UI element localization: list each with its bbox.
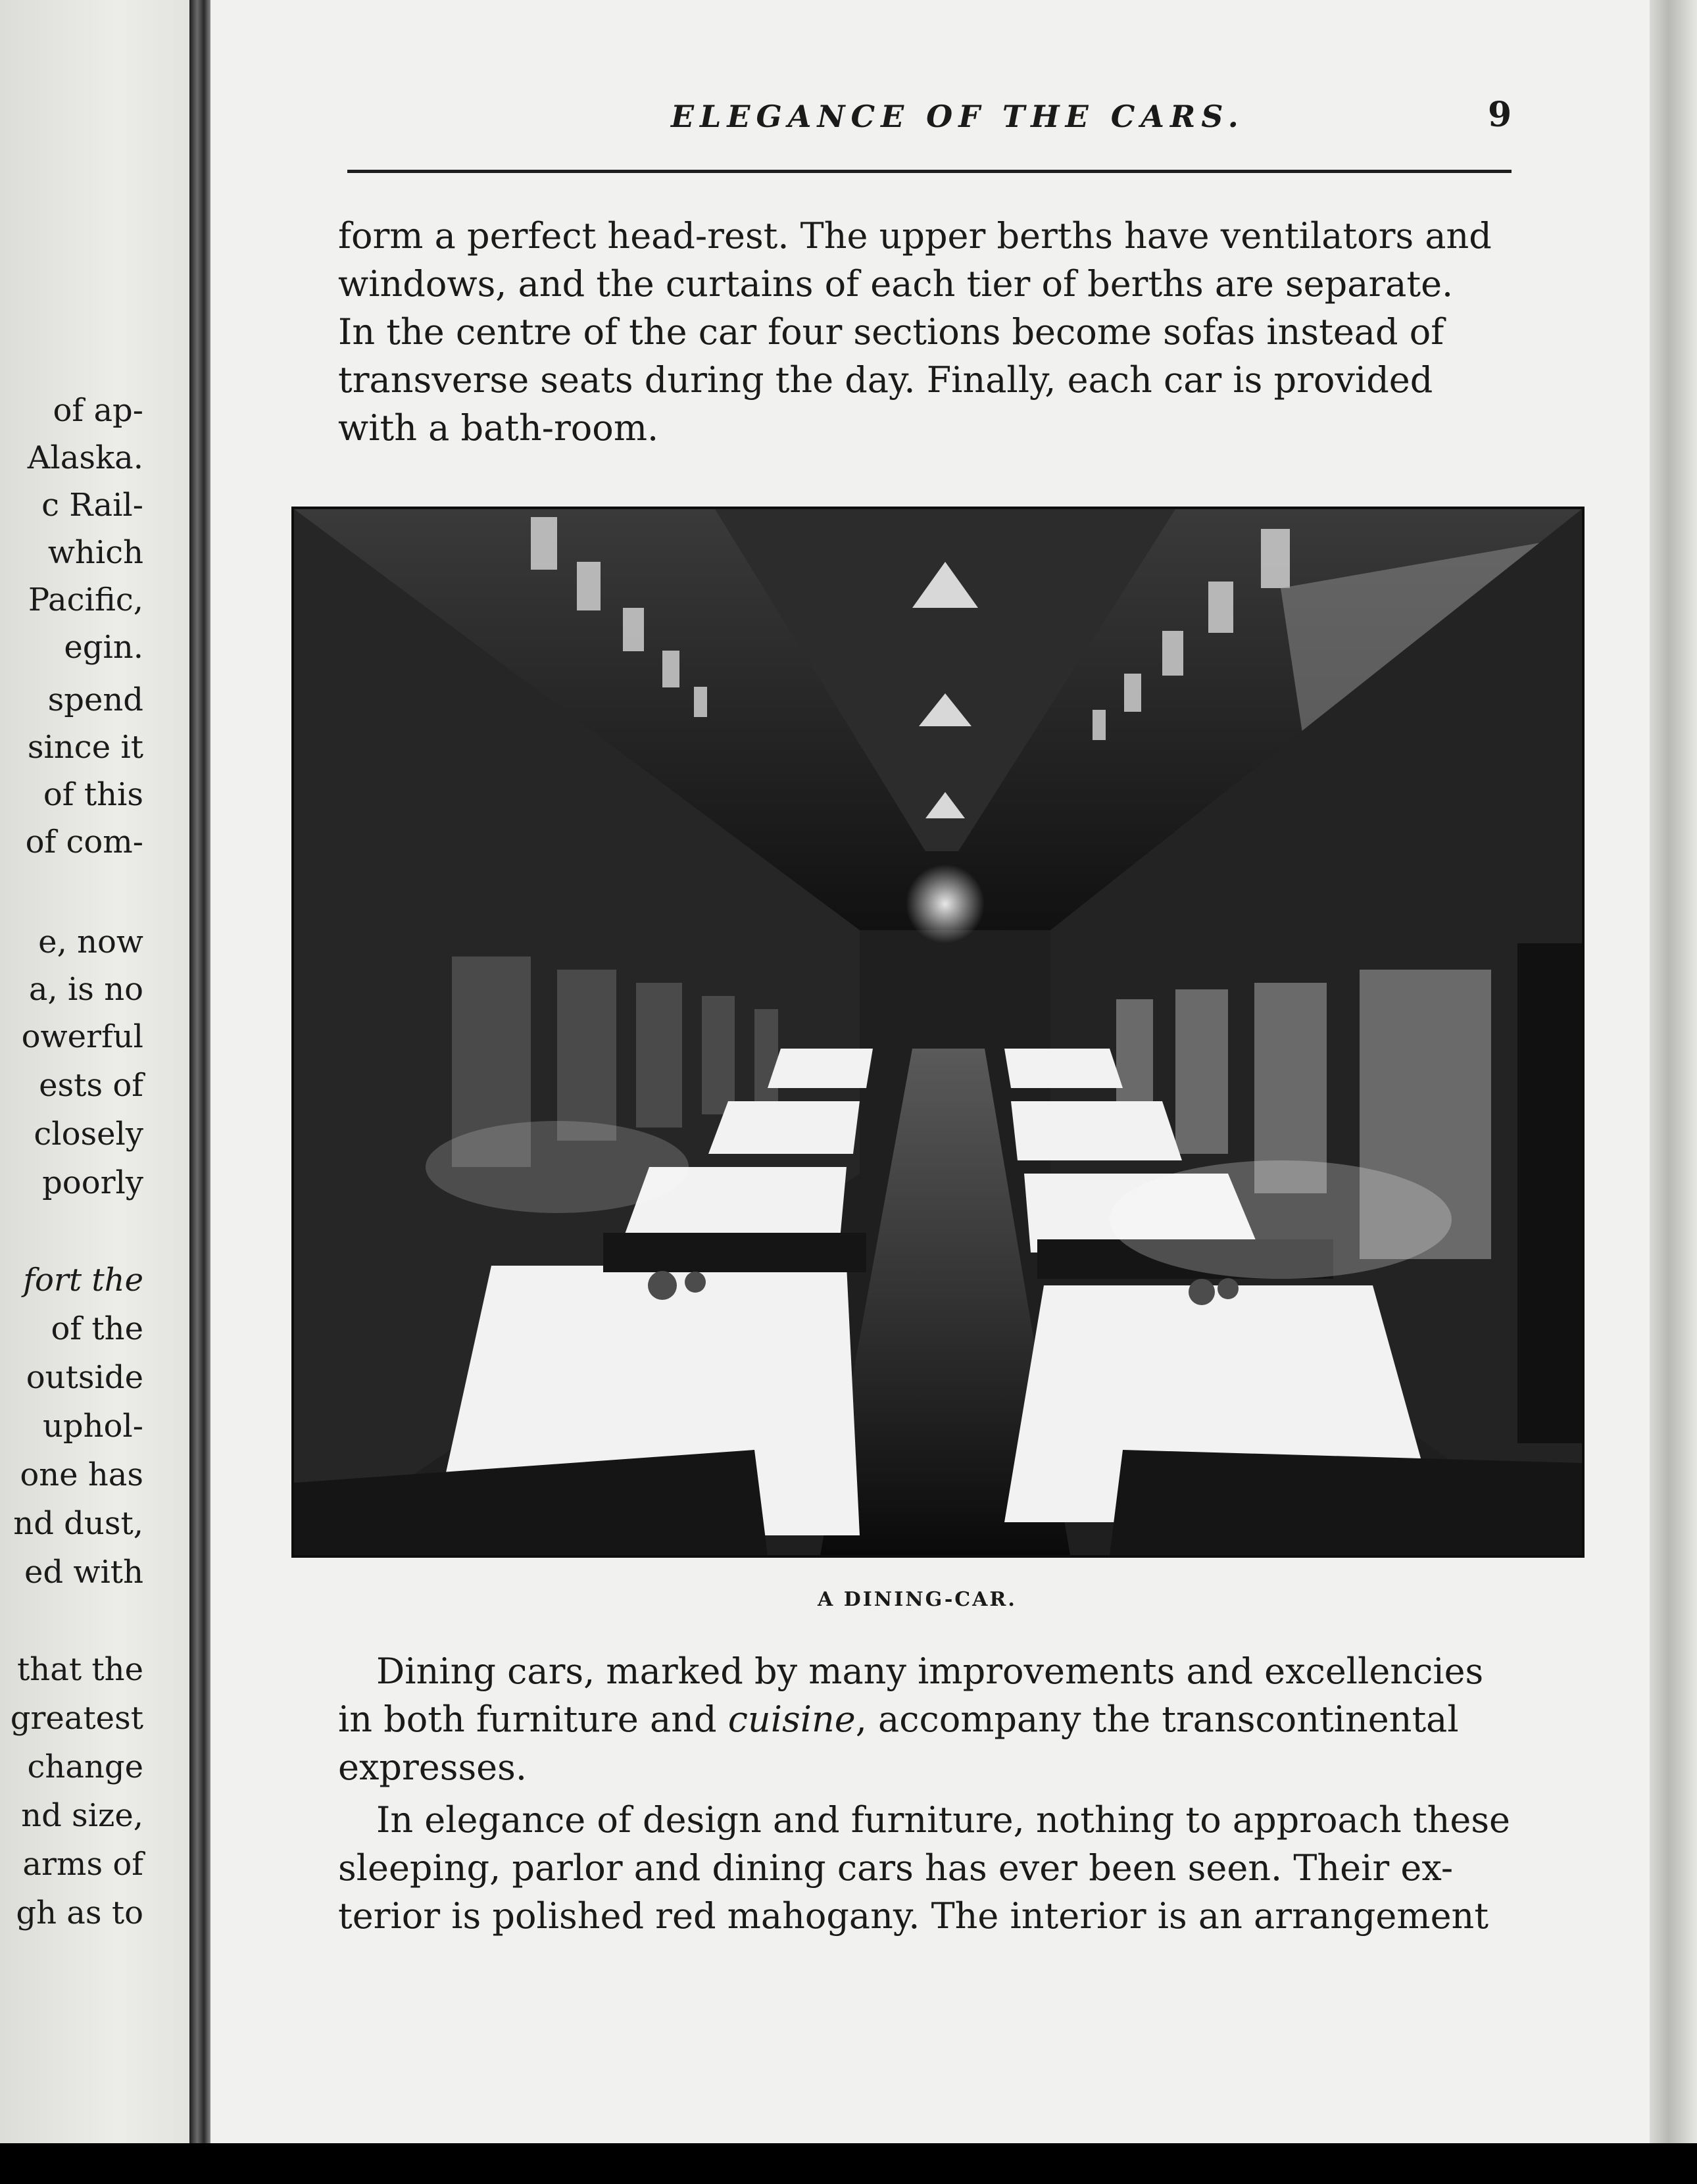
page-header [210,92,1694,145]
text-line: expresses. [338,1747,528,1788]
facing-page-text-line: greatest [10,1700,143,1737]
text-line: in both furniture and cuisine, accompany the transcontinental [338,1699,1459,1740]
figure-caption: A DINING-CAR. [818,1588,1017,1611]
facing-page-text-line: fort the [23,1262,143,1299]
facing-page-text-line: of the [51,1310,143,1347]
book-page [210,0,1694,2143]
header-rule [347,170,1512,173]
italic-word: cuisine [727,1699,856,1740]
facing-page-text-line: nd size, [21,1797,143,1834]
facing-page-text-line: which [47,534,143,571]
paragraph-dining-cars [338,1647,1522,1791]
facing-page-text-line: of ap- [53,392,143,429]
facing-page-text-line: that the [17,1651,143,1688]
facing-page-text-line: one has [20,1456,143,1493]
text-line: terior is polished red mahogany. The interior is an arrangement [338,1895,1489,1937]
book-gutter [189,0,212,2146]
facing-page-text-line: Alaska. [27,439,143,476]
facing-page-text-line: Pacific, [28,582,143,618]
running-title: ELEGANCE OF THE CARS. [671,99,1244,134]
facing-page-text-line: of this [43,776,143,813]
text-line: Dining cars, marked by many improvements and excellencies [376,1650,1484,1692]
facing-page-text-line: uphol- [42,1408,143,1445]
facing-page-fragment [0,0,195,2143]
text-line: sleeping, parlor and dining cars has ever been seen. Their ex- [338,1847,1454,1889]
facing-page-text-line: poorly [42,1164,143,1201]
facing-page-text-line: ed with [24,1554,143,1591]
facing-page-text-line: egin. [64,629,143,666]
paragraph-elegance [338,1796,1522,1940]
page-edge [1650,0,1697,2143]
facing-page-text-line: change [27,1749,143,1785]
text-line: form a perfect head-rest. The upper berths have ventilators and [338,215,1492,257]
paragraph-berths [338,212,1522,452]
facing-page-text-line: owerful [21,1018,143,1055]
dining-car-illustration [291,507,1585,1558]
facing-page-text-line: of com- [25,824,143,860]
text-line: transverse seats during the day. Finally, each car is provided [338,359,1433,401]
text-line: In the centre of the car four sections become sofas instead of [338,311,1444,353]
text-line: with a bath-room. [338,407,659,449]
facing-page-text-line: nd dust, [13,1505,143,1542]
facing-page-text-line: c Rail- [41,487,143,524]
facing-page-text-line: outside [26,1359,143,1396]
facing-page-text-line: ests of [39,1067,143,1104]
facing-page-text-line: arms of [22,1846,143,1883]
facing-page-text-line: since it [27,729,143,766]
dining-car-photo [294,509,1582,1555]
facing-page-text-line: a, is no [28,971,143,1008]
scan-border [0,2143,1697,2184]
facing-page-text-line: spend [47,682,143,718]
text-line: windows, and the curtains of each tier of berths are separate. [338,263,1454,305]
page-number: 9 [1488,95,1512,135]
facing-page-text-line: gh as to [16,1895,143,1931]
facing-page-text-line: e, now [38,924,143,960]
text-line: In elegance of design and furniture, nothing to approach these [376,1799,1511,1841]
facing-page-text-line: closely [34,1116,143,1153]
